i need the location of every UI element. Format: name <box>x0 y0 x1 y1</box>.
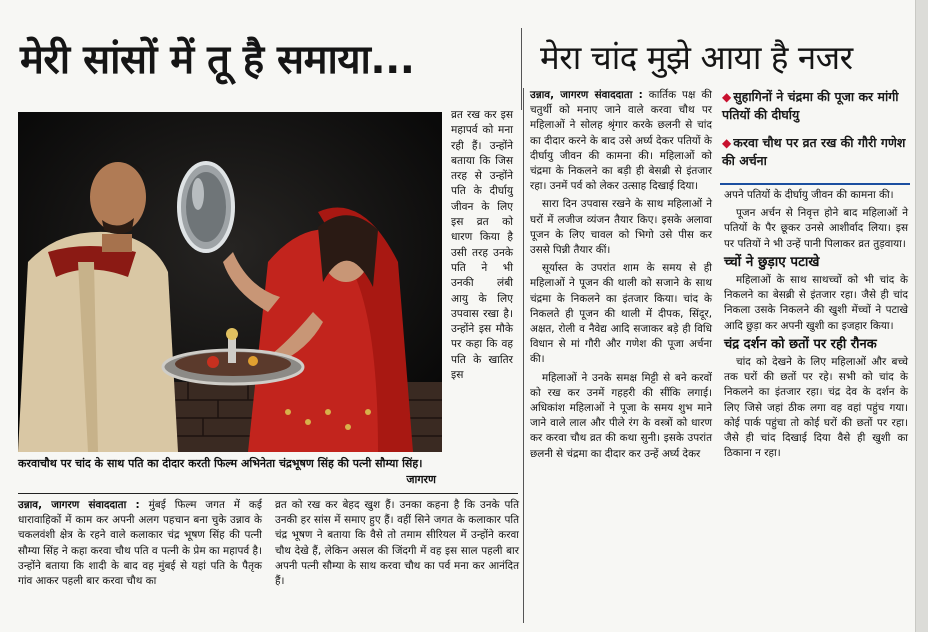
right-body-col2 <box>724 188 908 464</box>
left-body-col1 <box>18 498 262 592</box>
caption-rule <box>18 493 518 494</box>
right-byline: उन्नाव, जागरण संवाददाता : <box>530 89 643 101</box>
photo-caption-block <box>18 456 444 486</box>
story-photo <box>18 112 442 452</box>
highlight-1: ◆ सुहागिनों ने चंद्रमा की पूजा कर मांगी पतियों की दीर्घायु <box>722 89 899 122</box>
diamond-bullet-icon: ◆ <box>722 90 732 104</box>
right-para-2: सारा दिन उपवास रखने के साथ महिलाओं ने घरों में लजीज व्यंजन तैयार किए। इसके अलावा पूजन के लिए चावल को भिगो उसे पीस कर उससे पिन्नी तैयार कीं। <box>530 198 712 257</box>
subhead-crackers: च्चों ने छुड़ाए पटाखे <box>724 253 820 270</box>
sieve-chalni <box>179 163 233 251</box>
highlight-2: ◆ करवा चौथ पर व्रत रख की गौरी गणेश की अर्चना <box>722 135 906 168</box>
right-body-col1 <box>530 88 712 465</box>
left-byline: उन्नाव, जागरण संवाददाता : <box>18 499 140 511</box>
photo-caption: करवाचौथ पर चांद के साथ पति का दीदार करती फिल्म अभिनेता चंद्रभूषण सिंह की पत्नी सौम्या सिंह। <box>18 457 423 470</box>
left-headline: मेरी सांसों में तू है समाया... <box>20 37 415 83</box>
left-body-col2 <box>275 498 519 592</box>
right-col2-para3: महिलाओं के साथ साथच्चों को भी चांद के निकलने का बेसब्री से इंतजार रहा। जैसे ही चांद निकला उसके निकलने की खुशी मेंच्चों ने पटाखे आदि छुड़ा कर अपनी खुशी का इजहार किया। <box>724 274 908 332</box>
right-col2-para4: चांद को देखने के लिए महिलाओं और बच्चे तक घरों की छतों पर रहे। सभी को चांद के निकलने का इंतजार रहा। चंद्र देव के दर्शन के लिए जिसे जहां ठीक लगा वह वहां पहुंच गया। कोई पार्क पहुंचा तो कोई घरों की छतों पर रहा। जैसे ही चांद दिखाई दिया वैसे ही खुशी का ठिकाना न रहा। <box>724 356 908 460</box>
diamond-bullet-icon: ◆ <box>722 136 732 150</box>
photo-credit: जागरण <box>406 473 436 486</box>
page-edge <box>915 0 928 632</box>
right-headline: मेरा चांद मुझे आया है नजर <box>540 38 853 77</box>
story-divider <box>521 28 522 110</box>
left-side-column <box>451 108 513 386</box>
left-body-text-1: मुंबई फिल्म जगत में कई धारावाहिकों में काम कर अपनी अलग पहचान बना चुके उन्नाव के चकलवंशी क्षेत्र के रहने वाले कलाकार चंद्र भूषण सिंह की पत्नी सौम्या सिंह ने कहा करवा चौथ पति व पत्नी के प्रेम का महापर्व है। उन्होंने बताया कि शादी के बाद वह मुंबई से यहां पति के पैतृक गांव आकर पहली बार करवा चौथ का <box>18 499 262 588</box>
right-col2-para2: पूजन अर्चन से निवृत्त होने बाद महिलाओं ने पतियों के पैर छूकर उनसे आशीर्वाद लिया। इस पर पतियों ने भी उन्हें पानी पिलाकर व्रत तुड़वाया। <box>724 207 908 250</box>
left-body-text-2: व्रत को रख कर बेहद खुश हैं। उनका कहना है कि उनके पति उनकी हर सांस में समाए हुए हैं। वहीं सिने जगत के कलाकार पति चंद्र भूषण ने बताया कि वैसे तो तमाम सीरियल में उन्होंने करवा चौथ देखे हैं, लेकिन असल की जिंदगी में वह इस साल पहली बार अपनी पत्नी सौम्या के साथ करवा चौथ का पर्व मना कर आनंदित हैं। <box>275 499 519 588</box>
highlight-rule <box>720 183 910 185</box>
right-para-4: महिलाओं ने उनके समक्ष मिट्टी से बने करवों को रख कर उनमें गहहरी की सींकि लगाई। अधिकांश महिलाओं ने पूजा के समय शुभ माने जाने वाले लाल और पीले रंग के वस्त्रों को धारण कर करवा चौथ व्रत की कथा सुनी। इसके उपरांत छलनी से चंद्रमा का दीदार कर उन्हें अर्घ्य देकर <box>530 371 712 460</box>
side-column-text: व्रत रख कर इस महापर्व को मना रही हैं। उन्होंने बताया कि जिस तरह से उन्होंने पति के दीर्घायु जीवन के लिए इस व्रत को धारण किया है उसी तरह उनके पति ने भी उनकी लंबी आयु के लिए उपवास रखा है। उन्होंने इस मौके पर कहा कि वह पति के खातिर इस <box>451 109 513 382</box>
right-col2-intro: अपने पतियों के दीर्घायु जीवन की कामना की। <box>724 189 894 201</box>
subhead-roof: चंद्र दर्शन को छतों पर रही रौनक <box>724 336 877 352</box>
story-divider-body <box>523 88 524 623</box>
right-para-3: सूर्यास्त के उपरांत शाम के समय से ही महिलाओं ने पूजन की थाली को सजाने के साथ चंद्रमा के निकलने का इंतजार किया। चांद के निकलते ही पूजन की थाली में दीपक, सिंदूर, अक्षत, रोली व नैवेद्य आदि सजाकर बड़े ही विधि विधान से मां गौरी और गणेश की पूजा अर्चना की। <box>530 262 712 366</box>
couple-photo-illustration <box>18 112 442 452</box>
right-para-1: कार्तिक पक्ष की चतुर्थी को मनाए जाने वाले करवा चौथ पर महिलाओं ने सोलह श्रृंगार करके छलनी से चांद का दीदार करने के बाद उसे अर्घ्य देकर पतियों के दीर्घायु जीवन की कामना की। महिलाओं को चंद्रमा के निकलने का बड़ी ही बेसब्री से इंतजार रहा। उनमें पर्व को लेकर उत्साह दिखाई दिया। <box>530 89 712 193</box>
